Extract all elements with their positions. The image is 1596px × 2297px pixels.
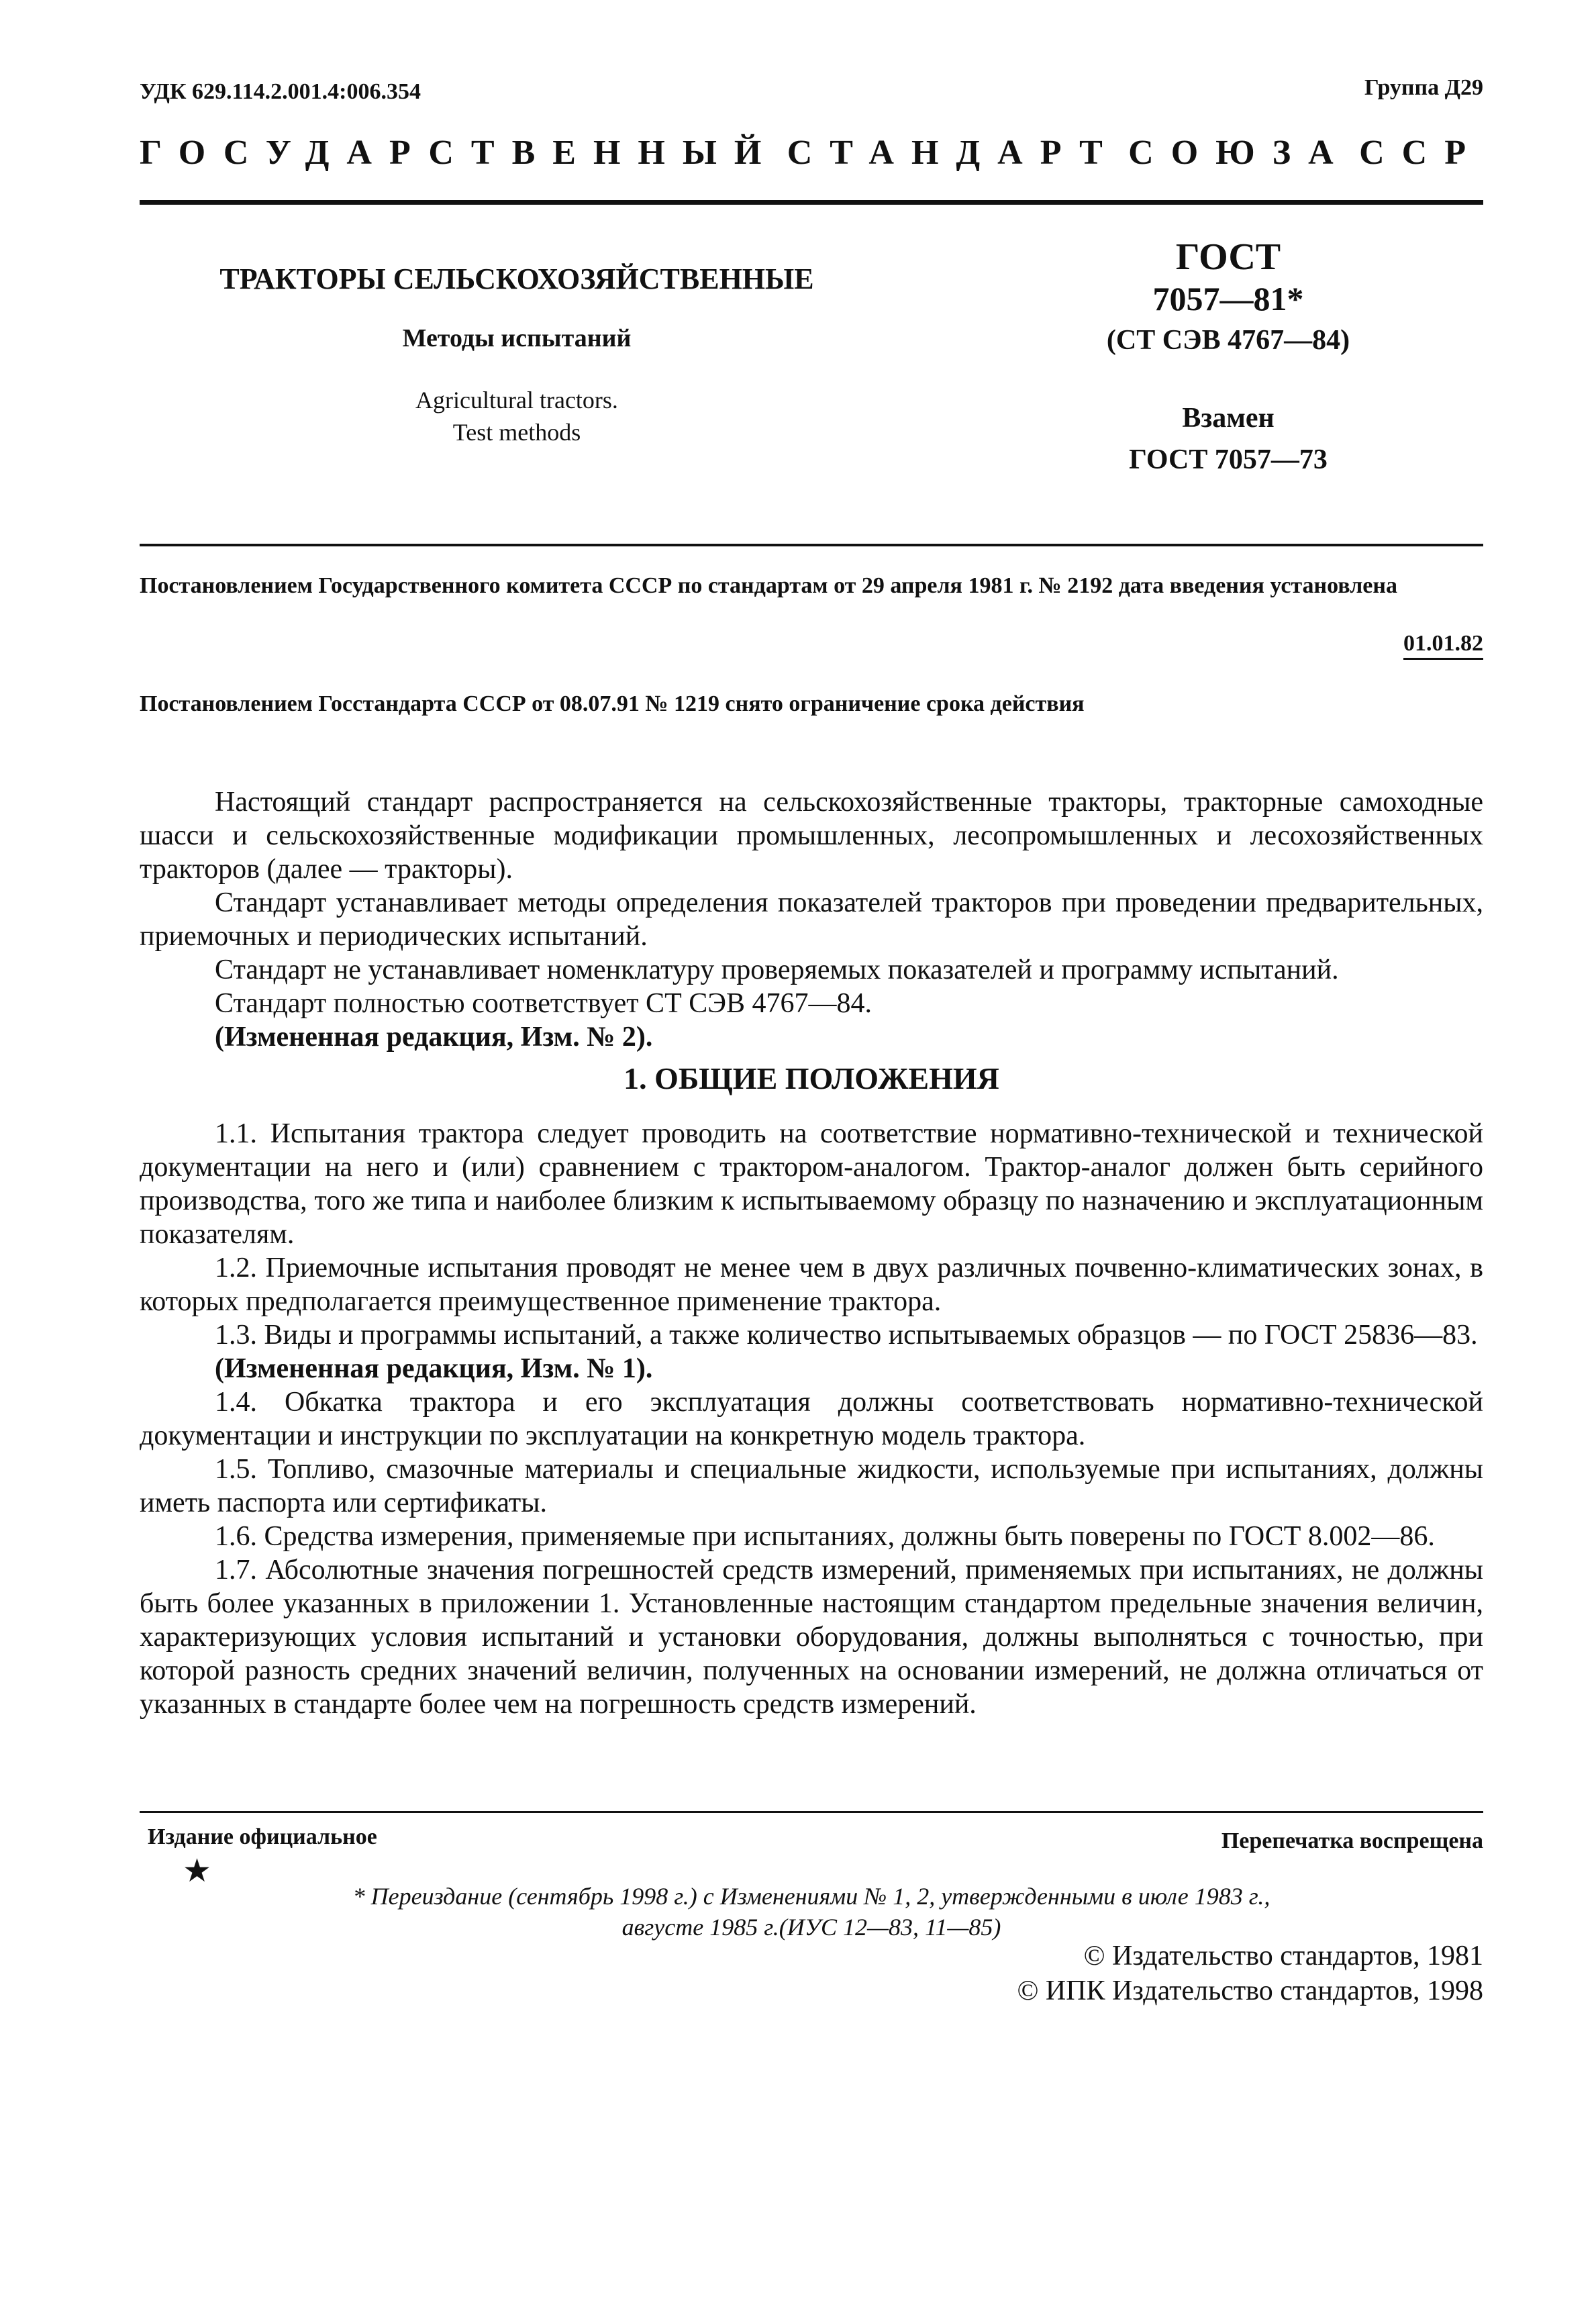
intro-paragraph: Стандарт устанавливает методы определения показателей тракторов при проведении предварительных, приемочных и периодических испытаний. — [140, 887, 1483, 952]
english-title — [181, 384, 852, 448]
udk-code: УДК 629.114.2.001.4:006.354 — [140, 79, 421, 104]
clause-1-4: 1.4. Обкатка трактора и его эксплуатация должны соответствовать нормативно-технической документации и инструкции по эксплуатации на конкретную модель трактора. — [140, 1387, 1483, 1451]
intro-paragraph: Настоящий стандарт распространяется на сельскохозяйственные тракторы, тракторные самоходные шасси и сельскохозяйственные модификации промышленных, лесопромышленных и лесохозяйственных тракторов (далее — тракторы). — [140, 787, 1483, 885]
reissue-line1: * Переиздание (сентябрь 1998 г.) с Изменениями № 1, 2, утвержденными в июле 1983 г., — [352, 1883, 1270, 1910]
replaces-label: Взамен — [1182, 403, 1275, 434]
gost-label: ГОСТ — [1175, 236, 1281, 278]
clause-1-5: 1.5. Топливо, смазочные материалы и специальные жидкости, используемые при испытаниях, должны иметь паспорта или сертификаты. — [140, 1454, 1483, 1518]
intro-amendment: (Измененная редакция, Изм. № 2). — [215, 1022, 653, 1053]
intro-paragraph: Стандарт полностью соответствует СТ СЭВ 4767—84. — [215, 988, 872, 1019]
clause-1-3: 1.3. Виды и программы испытаний, а также количество испытываемых образцов — по ГОСТ 25836—83. — [215, 1320, 1478, 1351]
general-provisions — [140, 1117, 1483, 1721]
clause-1-7: 1.7. Абсолютные значения погрешностей средств измерений, применяемых при испытаниях, не должны быть более указанных в приложении 1. Установленные настоящим стандартом предельные значения величин, характеризующих условия испытаний и установки оборудования, должны выполняться с точностью, при которой разность средних значений величин, полученных на основании измерений, не должна отличаться от указанных в стандарте более чем на погрешность средств измерений. — [140, 1555, 1483, 1720]
st-sev-number: (СТ СЭВ 4767—84) — [1106, 325, 1350, 356]
reissue-line2: августе 1985 г.(ИУС 12—83, 11—85) — [621, 1914, 1001, 1941]
gost-designation — [1047, 236, 1409, 361]
copyright-1998: © ИПК Издательство стандартов, 1998 — [1017, 1975, 1483, 2006]
official-edition: Издание официальное — [148, 1824, 377, 1849]
reissue-note — [140, 1881, 1483, 1943]
state-word-1: ГОСУДАРСТВЕННЫЙ — [140, 134, 779, 172]
state-word-2: СТАНДАРТ — [787, 134, 1120, 172]
clause-1-6: 1.6. Средства измерения, применяемые при испытаниях, должны быть поверены по ГОСТ 8.002—86. — [215, 1521, 1435, 1552]
reprint-prohibited: Перепечатка воспрещена — [1221, 1828, 1483, 1853]
introduction-date: 01.01.82 — [1403, 631, 1483, 660]
clause-amendment: (Измененная редакция, Изм. № 1). — [215, 1353, 653, 1384]
english-title-line2: Test methods — [452, 419, 581, 446]
intro-text — [140, 785, 1483, 1054]
decree-introduction: Постановлением Государственного комитета СССР по стандартам от 29 апреля 1981 г. № 2192 дата введения установлена — [140, 573, 1397, 598]
copyright-block — [1017, 1939, 1483, 2008]
state-standard-heading — [140, 133, 1483, 173]
section-title: 1. ОБЩИЕ ПОЛОЖЕНИЯ — [624, 1061, 999, 1095]
intro-paragraph: Стандарт не устанавливает номенклатуру проверяемых показателей и программу испытаний. — [215, 955, 1339, 985]
state-word-3: СОЮЗА — [1128, 134, 1351, 172]
state-word-4: ССР — [1359, 134, 1483, 172]
title-divider — [140, 544, 1483, 546]
document-subtitle: Методы испытаний — [402, 324, 632, 352]
document-title: ТРАКТОРЫ СЕЛЬСКОХОЗЯЙСТВЕННЫЕ — [219, 262, 814, 295]
footer-divider — [140, 1811, 1483, 1813]
copyright-1981: © Издательство стандартов, 1981 — [1083, 1941, 1483, 1971]
replaces-block — [1047, 397, 1409, 481]
english-title-line1: Agricultural tractors. — [415, 387, 618, 413]
replaces-value: ГОСТ 7057—73 — [1129, 444, 1328, 475]
gost-number: 7057—81* — [1152, 280, 1304, 317]
clause-1-1: 1.1. Испытания трактора следует проводить на соответствие нормативно-технической и технической документации на него и (или) сравнением с трактором-аналогом. Трактор-аналог должен быть серийного производства, того же типа и наиболее близким к испытываемому образцу по назначению и эксплуатационным показателям. — [140, 1118, 1483, 1250]
clause-1-2: 1.2. Приемочные испытания проводят не менее чем в двух различных почвенно-климатических зонах, в которых предполагается преимущественное применение трактора. — [140, 1253, 1483, 1317]
decree-restriction-lifted: Постановлением Госстандарта СССР от 08.07.91 № 1219 снято ограничение срока действия — [140, 691, 1085, 716]
group-code: Группа Д29 — [1364, 75, 1483, 100]
star-icon: ★ — [183, 1853, 212, 1889]
header-divider — [140, 200, 1483, 205]
